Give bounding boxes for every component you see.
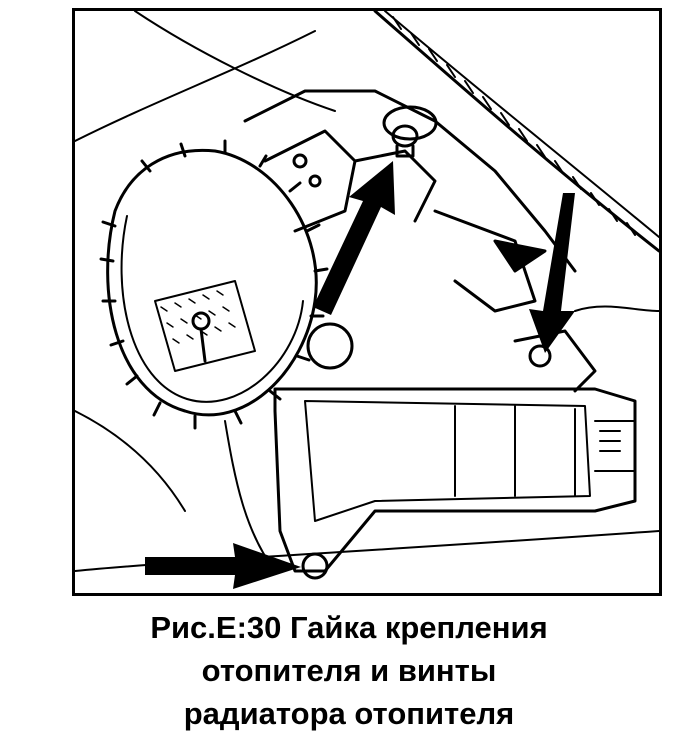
fan-housing — [101, 141, 352, 428]
caption-line-1 — [0, 606, 698, 649]
figure-caption — [0, 606, 698, 735]
caption-line-2: отопителя и винты — [201, 653, 497, 688]
arrow-to-nut — [313, 161, 395, 315]
heater-radiator — [75, 307, 659, 578]
figure-label: Рис.Е:30 — [150, 610, 282, 645]
caption-line-3: радиатора отопителя — [183, 696, 515, 731]
arrow-to-lower-screw — [145, 543, 301, 589]
caption-text-1: Гайка крепления — [290, 610, 548, 645]
arrow-to-upper-screw — [529, 193, 575, 353]
heater-assembly-drawing — [75, 11, 659, 593]
upper-bracket — [245, 91, 575, 311]
illustration-frame — [72, 8, 662, 596]
heater-nut — [384, 107, 436, 156]
